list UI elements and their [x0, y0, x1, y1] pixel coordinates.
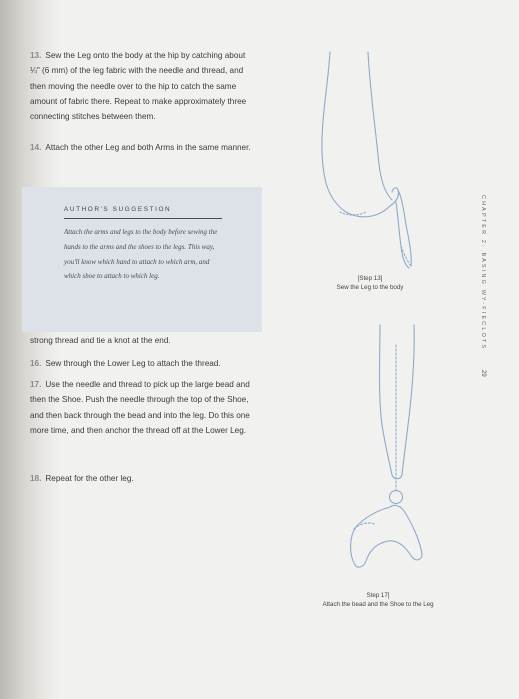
page-number: 29 — [480, 370, 486, 377]
step-number: 14. — [30, 143, 42, 153]
running-head: CHAPTER 2: BASING WY-FIECLOTS — [480, 195, 486, 351]
step-number: 16. — [30, 359, 42, 369]
step-13-illustration — [300, 40, 430, 275]
step-text: Attach the other Leg and both Arms in the same manner. — [45, 143, 251, 153]
figure-caption-step-17 — [298, 592, 458, 609]
step-text: strong thread and tie a knot at the end. — [30, 336, 171, 346]
figure-caption-text: Sew the Leg to the body — [336, 283, 404, 291]
figure-step-label: Step 17] — [366, 592, 390, 599]
step-13 — [30, 48, 255, 124]
step-number: 13. — [30, 51, 42, 61]
step-text: Sew the Leg onto the body at the hip by catching about ¼" (6 mm) of the leg fabric with the needle and thread, and then moving the needle over to the hip to catch the same amount of fabric there. Repeat to make approximately three connecting stitches between them. — [30, 51, 247, 122]
figure-step-label: [Step 13] — [357, 275, 383, 282]
step-17-illustration — [330, 315, 470, 590]
step-18 — [30, 471, 255, 486]
figure-caption-step-13 — [315, 275, 425, 292]
step-text: Sew through the Lower Leg to attach the thread. — [45, 359, 221, 369]
step-text: Use the needle and thread to pick up the large bead and then the Shoe. Push the needle through the top of the Shoe, and then back through the bead and into the leg. Do this one more time, and then anchor the thread off at the Lower Leg. — [30, 380, 250, 436]
step-text: Repeat for the other leg. — [45, 474, 134, 484]
figure-caption-text: Attach the bead and the Shoe to the Leg — [322, 600, 434, 608]
sidebar-title: AUTHOR'S SUGGESTION — [64, 206, 172, 213]
step-14 — [30, 140, 255, 155]
step-16 — [30, 356, 255, 371]
step-number: 18. — [30, 474, 42, 484]
sidebar-text: Attach the arms and legs to the body before sewing the hands to the arms and the shoes to the legs. This way, you'll know which hand to attach to which arm, and which shoe to attach to which leg. — [64, 228, 218, 281]
authors-suggestion-box — [22, 187, 262, 332]
sidebar-divider — [64, 218, 222, 219]
step-17 — [30, 377, 255, 438]
step-number: 17. — [30, 380, 42, 390]
